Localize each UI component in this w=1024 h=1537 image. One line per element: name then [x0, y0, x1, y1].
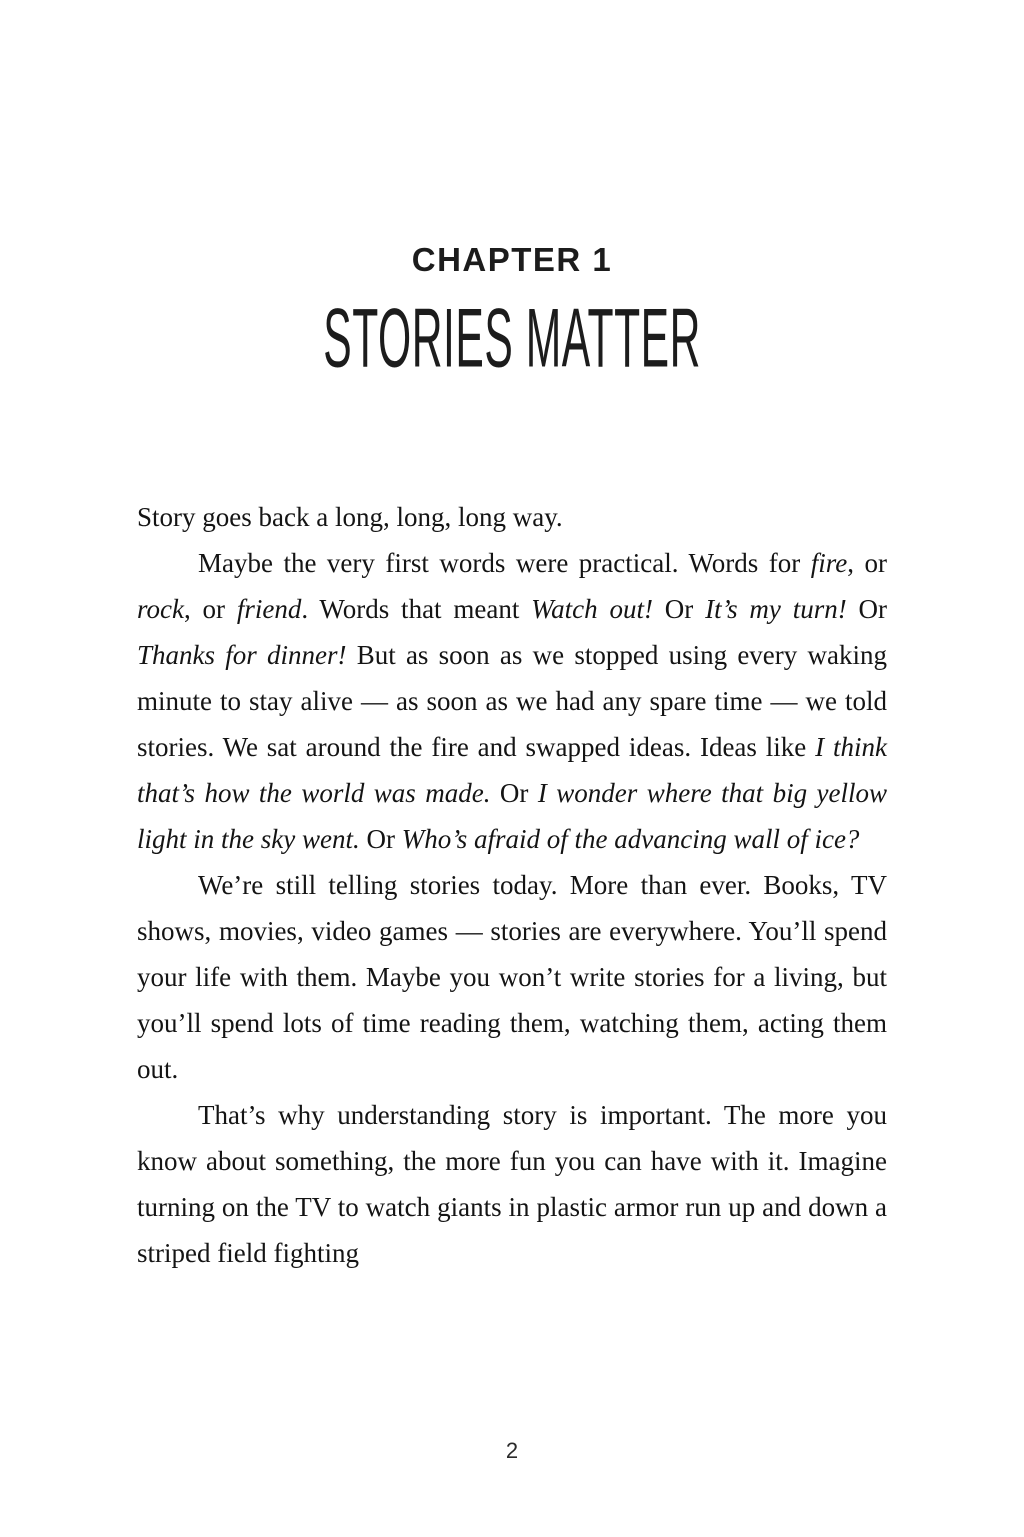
- paragraph: [137, 862, 887, 1092]
- chapter-title: STORIES MATTER: [323, 291, 701, 385]
- text-run: Or: [652, 594, 706, 624]
- paragraph: [137, 540, 887, 862]
- text-run: Or: [846, 594, 888, 624]
- paragraph: [137, 494, 887, 540]
- italic-run: rock: [137, 594, 184, 624]
- page-number: 2: [505, 1438, 519, 1463]
- text-run: Or: [490, 778, 538, 808]
- italic-run: fire: [810, 548, 848, 578]
- text-run: Maybe the very first words were practical. Words for: [198, 548, 811, 578]
- text-run: . Words that meant: [301, 594, 532, 624]
- italic-run: friend: [236, 594, 302, 624]
- text-run: We’re still telling stories today. More than ever. Books, TV shows, movies, video games — stories are everywhere. You’ll spend your life with them. Maybe you won’t write stories for a living, but you’ll spend lots of time reading them, watching them, acting them out.: [137, 870, 887, 1084]
- text-run: Story goes back a long, long, long way.: [137, 502, 563, 532]
- italic-run: Watch out!: [531, 594, 653, 624]
- text-run: , or: [183, 594, 237, 624]
- italic-run: I wonder where that big yellow light in the sky went.: [137, 778, 887, 854]
- chapter-title-wrap: [0, 291, 1024, 385]
- italic-run: It’s my turn!: [705, 594, 847, 624]
- text-run: That’s why understanding story is important. The more you know about something, the more fun you can have with it. Imagine turning on the TV to watch giants in plastic armor run up and down a striped field fighting: [137, 1100, 887, 1268]
- paragraph: [137, 1092, 887, 1276]
- chapter-label: CHAPTER 1: [411, 241, 613, 278]
- italic-run: Who’s afraid of the advancing wall of ice?: [401, 824, 860, 854]
- text-run: Or: [359, 824, 402, 854]
- italic-run: I think that’s how the world was made.: [137, 732, 888, 808]
- text-run: But as soon as we stopped using every waking minute to stay alive — as soon as we had any spare time — we told stories. We sat around the fire and swapped ideas. Ideas like: [137, 640, 887, 762]
- italic-run: Thanks for dinner!: [137, 640, 347, 670]
- text-run: , or: [847, 548, 887, 578]
- body-paragraphs: [137, 494, 887, 1276]
